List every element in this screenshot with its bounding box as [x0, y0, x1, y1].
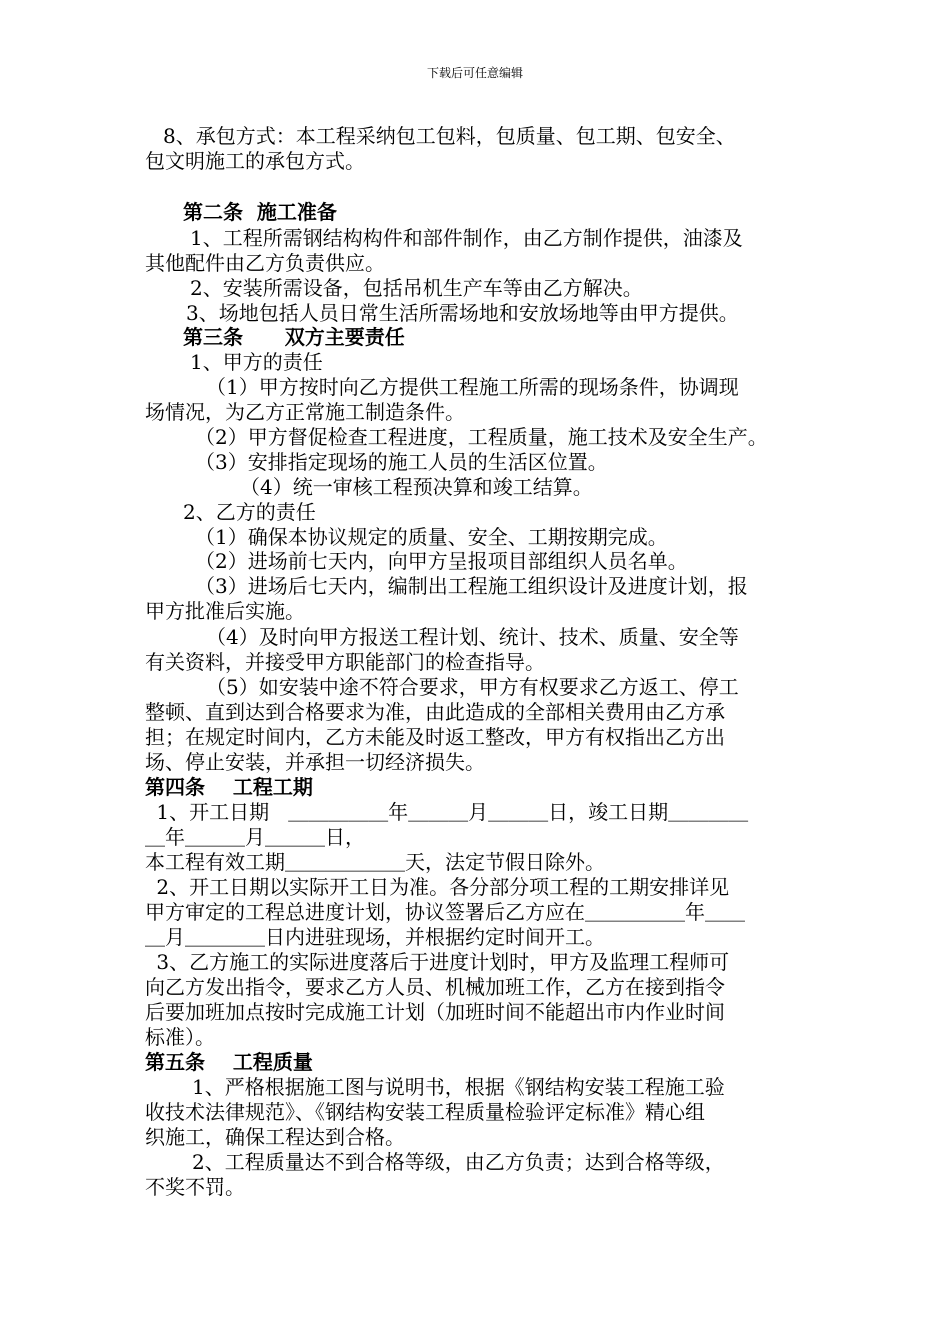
text-line: 甲方批准后实施。 [145, 599, 305, 623]
text-line: 3、乙方施工的实际进度落后于进度计划时，甲方及监理工程师可 [150, 950, 730, 974]
text-line: 2、乙方的责任 [183, 500, 316, 524]
text-line: 不奖不罚。 [145, 1175, 245, 1199]
text-line: 场情况，为乙方正常施工制造条件。 [145, 400, 465, 424]
text-line: 包文明施工的承包方式。 [145, 149, 365, 173]
text-line: 标准）。 [145, 1025, 215, 1049]
text-line: （2）甲方督促检查工程进度，工程质量，施工技术及安全生产。 [195, 425, 768, 449]
text-line: 收技术法律规范》、《钢结构安装工程质量检验评定标准》精心组 [145, 1100, 705, 1124]
text-line: 其他配件由乙方负责供应。 [145, 251, 385, 275]
text-line: 甲方审定的工程总进度计划，协议签署后乙方应在＿＿＿＿＿年＿＿ [145, 900, 745, 924]
section-heading: 第五条 工程质量 [145, 1050, 313, 1074]
text-line: 后要加班加点按时完成施工计划（加班时间不能超出市内作业时间 [145, 1000, 725, 1024]
text-line: 有关资料，并接受甲方职能部门的检查指导。 [145, 650, 545, 674]
section-heading: 第二条 施工准备 [183, 200, 337, 224]
text-line: 2、工程质量达不到合格等级，由乙方负责；达到合格等级， [192, 1150, 725, 1174]
text-line: （4）及时向甲方报送工程计划、统计、技术、质量、安全等 [206, 625, 739, 649]
text-line: 担；在规定时间内，乙方未能及时返工整改，甲方有权指出乙方出 [145, 725, 725, 749]
text-line: 1、工程所需钢结构构件和部件制作，由乙方制作提供，油漆及 [190, 226, 743, 250]
text-line: 本工程有效工期＿＿＿＿＿＿天，法定节假日除外。 [145, 850, 605, 874]
section-heading: 第四条 工程工期 [145, 775, 313, 799]
page-header: 下载后可任意编辑 [426, 66, 523, 80]
section-heading: 第三条 双方主要责任 [183, 325, 405, 349]
text-line: ＿年＿＿＿月＿＿＿日， [145, 825, 365, 849]
text-line: 向乙方发出指令，要求乙方人员、机械加班工作，乙方在接到指令 [145, 975, 725, 999]
text-line: （1）甲方按时向乙方提供工程施工所需的现场条件，协调现 [206, 375, 739, 399]
text-line: 2、开工日期以实际开工日为准。各分部分项工程的工期安排详见 [150, 875, 730, 899]
text-line: 8、承包方式：本工程采纳包工包料，包质量、包工期、包安全、 [163, 124, 736, 148]
text-line: ＿月＿＿＿＿日内进驻现场，并根据约定时间开工。 [145, 925, 605, 949]
text-line: （3）安排指定现场的施工人员的生活区位置。 [195, 450, 608, 474]
text-line: 织施工，确保工程达到合格。 [145, 1125, 405, 1149]
text-line: 1、严格根据施工图与说明书，根据《钢结构安装工程施工验 [192, 1075, 725, 1099]
text-line: （1）确保本协议规定的质量、安全、工期按期完成。 [195, 525, 668, 549]
text-line: 1、开工日期 ＿＿＿＿＿年＿＿＿月＿＿＿日，竣工日期＿＿＿＿ [150, 800, 749, 824]
text-line: 整顿、直到达到合格要求为准，由此造成的全部相关费用由乙方承 [145, 700, 725, 724]
text-line: （3）进场后七天内，编制出工程施工组织设计及进度计划，报 [195, 574, 748, 598]
text-line: 2、安装所需设备，包括吊机生产车等由乙方解决。 [190, 276, 643, 300]
text-line: 场、停止安装，并承担一切经济损失。 [145, 750, 485, 774]
text-line: 3、场地包括人员日常生活所需场地和安放场地等由甲方提供。 [186, 301, 739, 325]
text-line: 1、甲方的责任 [190, 350, 323, 374]
text-line: （2）进场前七天内，向甲方呈报项目部组织人员名单。 [195, 549, 688, 573]
text-line: （5）如安装中途不符合要求，甲方有权要求乙方返工、停工 [206, 675, 739, 699]
text-line: （4）统一审核工程预决算和竣工结算。 [240, 475, 593, 499]
